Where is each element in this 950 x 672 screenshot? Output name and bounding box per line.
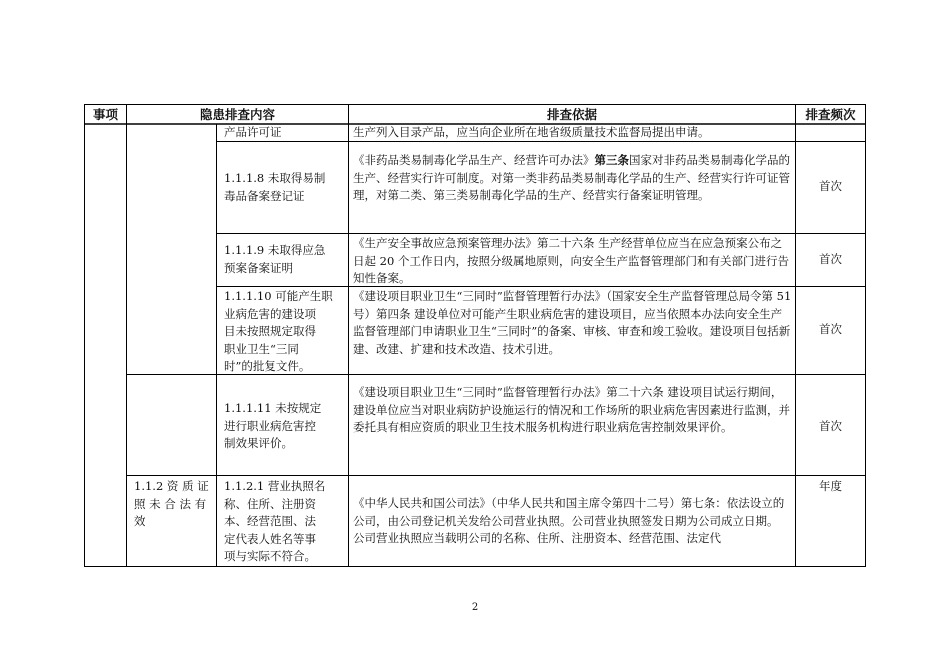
row1-basis: [353, 152, 793, 205]
header-basis: 排查依据: [546, 107, 597, 122]
row5-frequency: 年度: [819, 479, 842, 493]
row0-content: 产品许可证: [224, 125, 282, 139]
row5-basis: 《中华人民共和国公司法》（中华人民共和国主席令第四十二号）第七条：依法设立的公司，由公司登记机关发给公司营业执照。公司营业执照签发日期为公司成立日期。 公司营业执照应当载明公司的名称、住所、注册资本、经营范围、法定代: [353, 496, 785, 545]
row3-basis: 《建设项目职业卫生“三同时”监督管理暂行办法》（国家安全生产监督管理总局令第 51 号）第四条 建设单位对可能产生职业病危害的建设项目，应当依照本办法向安全生产监督管理部门申请职业卫生“三同时”的备案、审核、审查和竣工验收。建设项目包括新建、改建、扩建和技术改造、技术引进。: [353, 289, 792, 356]
row1-content: 1.1.1.8 未取得易制 毒品备案登记证: [224, 171, 326, 203]
row5-content: 1.1.2.1 营业执照名 称、住所、注册资 本、经营范围、法 定代表人姓名等事 项与实际不符合。: [224, 479, 326, 563]
row1-basis-pre: 《非药品类易制毒化学品生产、经营许可办法》: [353, 153, 595, 167]
row3-frequency: 首次: [819, 322, 842, 336]
row2-frequency: 首次: [819, 252, 842, 266]
row4-frequency: 首次: [819, 419, 842, 433]
row4-content: 1.1.1.11 未按规定 进行职业病危害控 制效果评价。: [224, 401, 322, 450]
row0-basis: 生产列入目录产品，应当向企业所在地省级质量技术监督局提出申请。: [353, 125, 710, 139]
row5-category: 1.1.2 资 质 证 照 未 合 法 有 效: [134, 479, 209, 528]
header-content: 隐患排查内容: [199, 107, 275, 122]
row3-content: 1.1.1.10 可能产生职 业病危害的建设项 目未按照规定取得 职业卫生“三同 时”的批复文件。: [224, 289, 333, 373]
header-item: 事项: [92, 107, 118, 122]
row1-basis-bold: 第三条: [594, 153, 629, 167]
row2-content: 1.1.1.9 未取得应急 预案备案证明: [224, 243, 326, 275]
row1-frequency: 首次: [819, 179, 842, 193]
header-frequency: 排查频次: [805, 107, 856, 122]
row1-basis-post: 国家对非药品类易制毒化学品的生产、经营实行许可制度。对第一类非药品类易制毒化学品的生产、经营实行许可证管理，对第二类、第三类易制毒化学品的生产、经营实行备案证明管理。: [353, 153, 790, 202]
page-number: 2: [471, 602, 479, 613]
row4-basis: 《建设项目职业卫生“三同时”监督管理暂行办法》第二十六条 建设项目试运行期间，建设单位应当对职业病防护设施运行的情况和工作场所的职业病危害因素进行监测，并委托具有相应资质的职业卫生技术服务机构进行职业病危害控制效果评价。: [353, 385, 790, 434]
row2-basis: 《生产安全事故应急预案管理办法》第二十六条 生产经营单位应当在应急预案公布之日起 20 个工作日内，按照分级属地原则，向安全生产监督管理部门和有关部门进行告知性备案。: [353, 236, 789, 285]
